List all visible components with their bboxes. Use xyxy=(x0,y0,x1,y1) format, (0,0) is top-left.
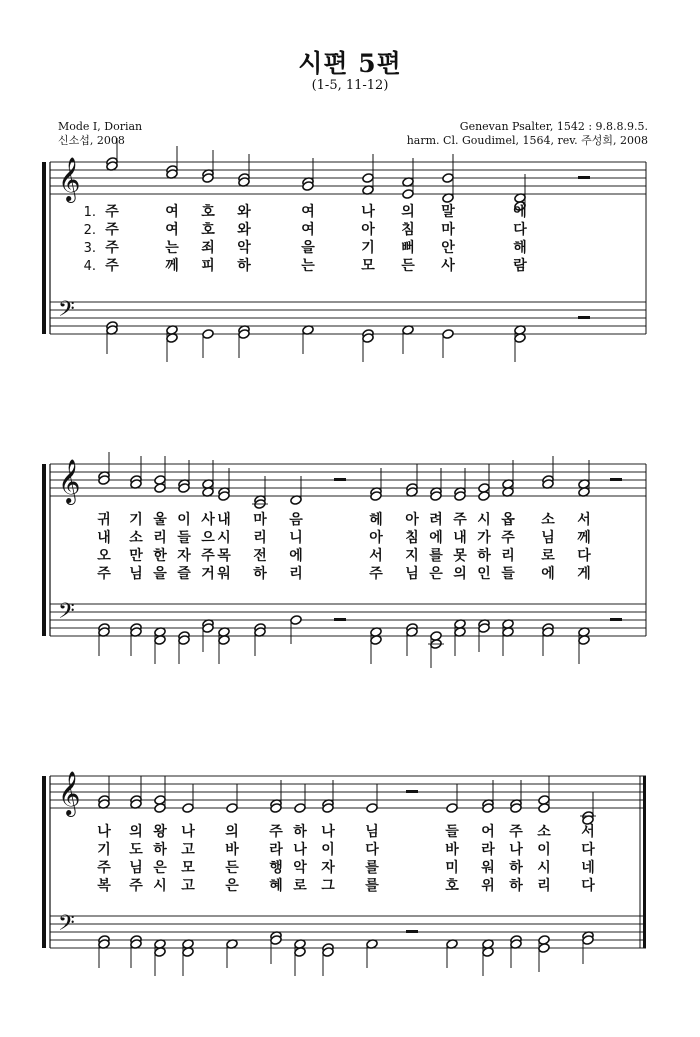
lyric-syllable: 다 xyxy=(513,222,527,238)
lyric-syllable: 하 xyxy=(293,824,307,840)
lyric-syllable: 에 xyxy=(289,548,303,564)
lyric-syllable: 리 xyxy=(153,530,167,546)
lyric-syllable: 나 xyxy=(97,824,111,840)
lyric-syllable: 리 xyxy=(537,878,551,894)
lyric-syllable: 워 xyxy=(217,566,231,582)
lyric-syllable: 다 xyxy=(581,842,595,858)
lyric-syllable: 미 xyxy=(445,860,459,876)
lyric-syllable: 리 xyxy=(501,548,515,564)
lyric-syllable: 혜 xyxy=(269,878,283,894)
lyric-syllable: 와 xyxy=(237,204,251,220)
lyric-syllable: 마 xyxy=(253,512,267,528)
lyric-syllable: 라 xyxy=(481,842,495,858)
treble-note xyxy=(446,803,458,814)
half-rest-icon xyxy=(334,618,346,621)
lyric-syllable: 의 xyxy=(453,566,467,582)
hymn-subtitle: (1-5, 11-12) xyxy=(311,78,389,93)
lyric-syllable: 침 xyxy=(405,530,419,546)
bass-note xyxy=(538,943,550,954)
lyric-syllable: 다 xyxy=(581,878,595,894)
lyric-syllable: 님 xyxy=(541,530,555,546)
half-rest-icon xyxy=(334,478,346,481)
tune-source-label: Genevan Psalter, 1542 : 9.8.8.9.5. xyxy=(459,120,648,133)
lyric-syllable: 못 xyxy=(453,548,467,564)
lyric-syllable: 서 xyxy=(581,824,595,840)
lyric-syllable: 에 xyxy=(513,204,527,220)
lyric-syllable: 라 xyxy=(269,842,283,858)
music-system xyxy=(42,771,646,976)
half-rest-icon xyxy=(610,618,622,621)
bass-note xyxy=(442,329,454,340)
bass-note xyxy=(202,329,214,340)
lyric-syllable: 시 xyxy=(217,530,231,546)
lyric-syllable: 뻐 xyxy=(401,240,415,256)
lyric-syllable: 시 xyxy=(477,512,491,528)
lyric-syllable: 소 xyxy=(541,512,555,528)
lyric-syllable: 도 xyxy=(129,842,143,858)
treble-clef-icon: 𝄞 xyxy=(58,771,81,815)
lyric-syllable: 다 xyxy=(577,548,591,564)
lyric-syllable: 해 xyxy=(513,240,527,256)
lyric-syllable: 든 xyxy=(401,258,415,274)
lyric-syllable: 서 xyxy=(369,548,383,564)
lyric-syllable: 를 xyxy=(365,860,379,876)
lyric-syllable: 고 xyxy=(181,878,195,894)
lyric-syllable: 여 xyxy=(301,222,315,238)
lyric-syllable: 한 xyxy=(153,548,167,564)
lyric-syllable: 로 xyxy=(541,548,555,564)
treble-note xyxy=(182,803,194,814)
lyric-syllable: 에 xyxy=(429,530,443,546)
treble-note xyxy=(362,173,374,184)
lyric-syllable: 소 xyxy=(129,530,143,546)
lyric-syllable: 옵 xyxy=(501,512,515,528)
lyric-syllable: 들 xyxy=(445,824,459,840)
lyric-syllable: 울 xyxy=(153,512,167,528)
lyric-syllable: 에 xyxy=(541,566,555,582)
lyric-syllable: 시 xyxy=(153,878,167,894)
lyric-syllable: 님 xyxy=(405,566,419,582)
lyric-syllable: 거 xyxy=(201,566,215,582)
music-system xyxy=(42,138,646,362)
lyric-syllable: 든 xyxy=(225,860,239,876)
lyric-syllable: 는 xyxy=(165,240,179,256)
lyric-syllable: 를 xyxy=(365,878,379,894)
lyric-syllable: 주 xyxy=(201,548,215,564)
lyric-syllable: 주 xyxy=(97,860,111,876)
lyric-syllable: 호 xyxy=(201,222,215,238)
lyric-syllable: 하 xyxy=(253,566,267,582)
lyric-syllable: 주 xyxy=(97,566,111,582)
lyric-syllable: 은 xyxy=(153,860,167,876)
lyric-syllable: 께 xyxy=(577,530,591,546)
lyric-syllable: 들 xyxy=(501,566,515,582)
treble-note xyxy=(294,803,306,814)
lyric-syllable: 하 xyxy=(509,878,523,894)
lyric-syllable: 나 xyxy=(321,824,335,840)
lyric-syllable: 주 xyxy=(129,878,143,894)
system-bracket xyxy=(42,464,46,636)
lyric-syllable: 주 xyxy=(105,204,119,220)
lyric-syllable: 와 xyxy=(237,222,251,238)
lyric-syllable: 목 xyxy=(217,548,231,564)
lyric-syllable: 악 xyxy=(293,860,307,876)
lyric-syllable: 이 xyxy=(177,512,191,528)
lyric-syllable: 악 xyxy=(237,240,251,256)
lyric-syllable: 들 xyxy=(177,530,191,546)
half-rest-icon xyxy=(406,790,418,793)
lyric-syllable: 을 xyxy=(153,566,167,582)
lyric-syllable: 으 xyxy=(201,530,215,546)
treble-note xyxy=(226,803,238,814)
lyric-syllable: 니 xyxy=(289,530,303,546)
lyric-syllable: 아 xyxy=(361,222,375,238)
treble-note xyxy=(402,189,414,200)
half-rest-icon xyxy=(578,176,590,179)
lyric-syllable: 주 xyxy=(105,240,119,256)
verse-number: 2. xyxy=(83,223,96,238)
half-rest-icon xyxy=(578,316,590,319)
lyric-syllable: 을 xyxy=(301,240,315,256)
treble-note xyxy=(366,803,378,814)
lyric-syllable: 만 xyxy=(129,548,143,564)
lyric-syllable: 님 xyxy=(129,860,143,876)
lyric-syllable: 시 xyxy=(537,860,551,876)
lyric-syllable: 려 xyxy=(429,512,443,528)
lyric-syllable: 아 xyxy=(369,530,383,546)
lyric-syllable: 즐 xyxy=(177,566,191,582)
lyric-syllable: 호 xyxy=(201,204,215,220)
lyric-syllable: 다 xyxy=(365,842,379,858)
half-rest-icon xyxy=(610,478,622,481)
lyric-syllable: 서 xyxy=(577,512,591,528)
lyric-syllable: 를 xyxy=(429,548,443,564)
lyric-syllable: 하 xyxy=(153,842,167,858)
lyric-syllable: 전 xyxy=(253,548,267,564)
treble-note xyxy=(478,491,490,502)
final-barline-thick xyxy=(643,776,646,948)
lyric-syllable: 기 xyxy=(361,240,375,256)
mode-label: Mode I, Dorian xyxy=(58,120,143,133)
lyric-syllable: 께 xyxy=(165,258,179,274)
lyric-syllable: 음 xyxy=(289,512,303,528)
lyric-syllable: 의 xyxy=(225,824,239,840)
bass-note xyxy=(290,615,302,626)
lyric-syllable: 피 xyxy=(201,258,215,274)
lyric-syllable: 여 xyxy=(301,204,315,220)
lyric-syllable: 나 xyxy=(509,842,523,858)
lyric-syllable: 복 xyxy=(97,878,111,894)
lyric-syllable: 하 xyxy=(237,258,251,274)
lyric-syllable: 주 xyxy=(369,566,383,582)
lyric-syllable: 지 xyxy=(405,548,419,564)
lyric-syllable: 바 xyxy=(445,842,459,858)
treble-note xyxy=(154,483,166,494)
lyric-syllable: 기 xyxy=(129,512,143,528)
lyric-syllable: 여 xyxy=(165,204,179,220)
lyric-syllable: 위 xyxy=(481,878,495,894)
lyric-syllable: 리 xyxy=(253,530,267,546)
lyric-syllable: 호 xyxy=(445,878,459,894)
half-rest-icon xyxy=(406,930,418,933)
lyric-syllable: 죄 xyxy=(201,240,215,256)
lyric-syllable: 워 xyxy=(481,860,495,876)
harmonization-label: harm. Cl. Goudimel, 1564, rev. 주성희, 2008 xyxy=(406,134,648,147)
lyric-syllable: 행 xyxy=(269,860,283,876)
bass-clef-icon: 𝄢 xyxy=(58,599,75,629)
lyric-syllable: 내 xyxy=(217,512,231,528)
lyric-syllable: 인 xyxy=(477,566,491,582)
lyric-syllable: 사 xyxy=(201,512,215,528)
treble-clef-icon: 𝄞 xyxy=(58,459,81,503)
lyric-syllable: 님 xyxy=(365,824,379,840)
lyric-syllable: 자 xyxy=(177,548,191,564)
lyric-syllable: 어 xyxy=(481,824,495,840)
lyric-syllable: 그 xyxy=(321,878,335,894)
system-bracket xyxy=(42,162,46,334)
lyric-syllable: 은 xyxy=(429,566,443,582)
treble-note xyxy=(442,173,454,184)
lyric-syllable: 하 xyxy=(477,548,491,564)
lyric-syllable: 의 xyxy=(129,824,143,840)
lyric-syllable: 바 xyxy=(225,842,239,858)
lyric-syllable: 마 xyxy=(441,222,455,238)
lyric-syllable: 아 xyxy=(405,512,419,528)
treble-clef-icon: 𝄞 xyxy=(58,157,81,201)
lyric-syllable: 내 xyxy=(97,530,111,546)
verse-number: 4. xyxy=(83,259,96,274)
lyric-syllable: 의 xyxy=(401,204,415,220)
lyric-syllable: 람 xyxy=(513,258,527,274)
lyric-syllable: 안 xyxy=(441,240,455,256)
lyric-syllable: 귀 xyxy=(97,512,111,528)
lyric-syllable: 모 xyxy=(361,258,375,274)
lyric-syllable: 은 xyxy=(225,878,239,894)
lyric-syllable: 주 xyxy=(105,258,119,274)
lyric-syllable: 가 xyxy=(477,530,491,546)
bass-clef-icon: 𝄢 xyxy=(58,911,75,941)
lyric-syllable: 사 xyxy=(441,258,455,274)
hymn-title: 시편 5편 xyxy=(298,49,402,78)
lyric-syllable: 나 xyxy=(361,204,375,220)
lyric-syllable: 하 xyxy=(509,860,523,876)
lyric-syllable: 주 xyxy=(509,824,523,840)
lyric-syllable: 네 xyxy=(581,860,595,876)
lyric-syllable: 로 xyxy=(293,878,307,894)
lyric-syllable: 주 xyxy=(453,512,467,528)
lyric-syllable: 주 xyxy=(501,530,515,546)
lyric-syllable: 이 xyxy=(321,842,335,858)
lyric-syllable: 님 xyxy=(129,566,143,582)
lyricist-label: 신소섭, 2008 xyxy=(58,134,125,147)
lyric-syllable: 주 xyxy=(105,222,119,238)
lyric-syllable: 나 xyxy=(181,824,195,840)
lyric-syllable: 왕 xyxy=(153,824,167,840)
lyric-syllable: 모 xyxy=(181,860,195,876)
lyric-syllable: 여 xyxy=(165,222,179,238)
lyric-syllable: 소 xyxy=(537,824,551,840)
lyric-syllable: 자 xyxy=(321,860,335,876)
verse-number: 1. xyxy=(83,205,96,220)
lyric-syllable: 오 xyxy=(97,548,111,564)
lyric-syllable: 리 xyxy=(289,566,303,582)
lyric-syllable: 이 xyxy=(537,842,551,858)
music-system xyxy=(42,452,646,668)
treble-note xyxy=(538,803,550,814)
lyric-syllable: 나 xyxy=(293,842,307,858)
verse-number: 3. xyxy=(83,241,96,256)
lyric-syllable: 고 xyxy=(181,842,195,858)
lyric-syllable: 헤 xyxy=(369,512,383,528)
lyric-syllable: 말 xyxy=(441,204,455,220)
treble-note xyxy=(154,803,166,814)
lyric-syllable: 기 xyxy=(97,842,111,858)
lyric-syllable: 주 xyxy=(269,824,283,840)
lyric-syllable: 내 xyxy=(453,530,467,546)
bass-clef-icon: 𝄢 xyxy=(58,297,75,327)
lyric-syllable: 침 xyxy=(401,222,415,238)
lyric-syllable: 게 xyxy=(577,566,591,582)
system-bracket xyxy=(42,776,46,948)
lyric-syllable: 는 xyxy=(301,258,315,274)
